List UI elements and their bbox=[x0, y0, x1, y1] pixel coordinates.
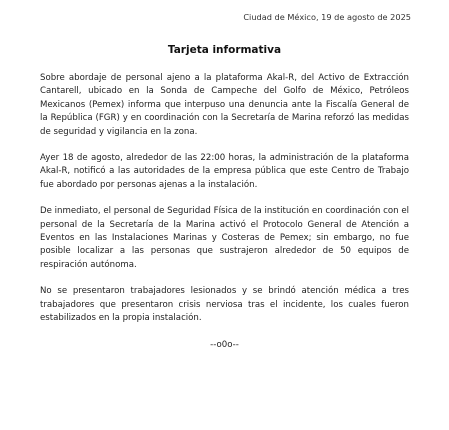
paragraph-4: No se presentaron trabajadores lesionados y se brindó atención médica a tres trabajadores que presentaron crisis nerviosa tras el incidente, los cuales fueron estabilizados en la propia instalación. bbox=[40, 286, 409, 324]
paragraph-1: Sobre abordaje de personal ajeno a la plataforma Akal-R, del Activo de Extracción Cantarell, ubicado en la Sonda de Campeche del Golfo de México, Petróleos Mexicanos (Pemex) informa que interpuso una denuncia ante la Fiscalía General de la República (FGR) y en coordinación con la Secretaría de Marina reforzó las medidas de seguridad y vigilancia en la zona. bbox=[40, 73, 409, 137]
paragraph-3: De inmediato, el personal de Seguridad Física de la institución en coordinación con el personal de la Secretaría de la Marina activó el Protocolo General de Atención a Eventos en las Instalaciones Marinas y Costeras de Pemex; sin embargo, no fue posible localizar a las personas que sustrajeron alrededor de 50 equipos de respiración autónoma. bbox=[40, 206, 409, 270]
document-closing-mark: --o0o-- bbox=[210, 340, 239, 350]
paragraph-2: Ayer 18 de agosto, alrededor de las 22:00 horas, la administración de la plataforma Akal-R, notificó a las autoridades de la empresa pública que este Centro de Trabajo fue abordado por personas ajenas a la instalación. bbox=[40, 153, 409, 190]
document-title: Tarjeta informativa bbox=[167, 44, 282, 56]
document-body bbox=[40, 72, 409, 339]
document-date: Ciudad de México, 19 de agosto de 2025 bbox=[243, 12, 411, 22]
